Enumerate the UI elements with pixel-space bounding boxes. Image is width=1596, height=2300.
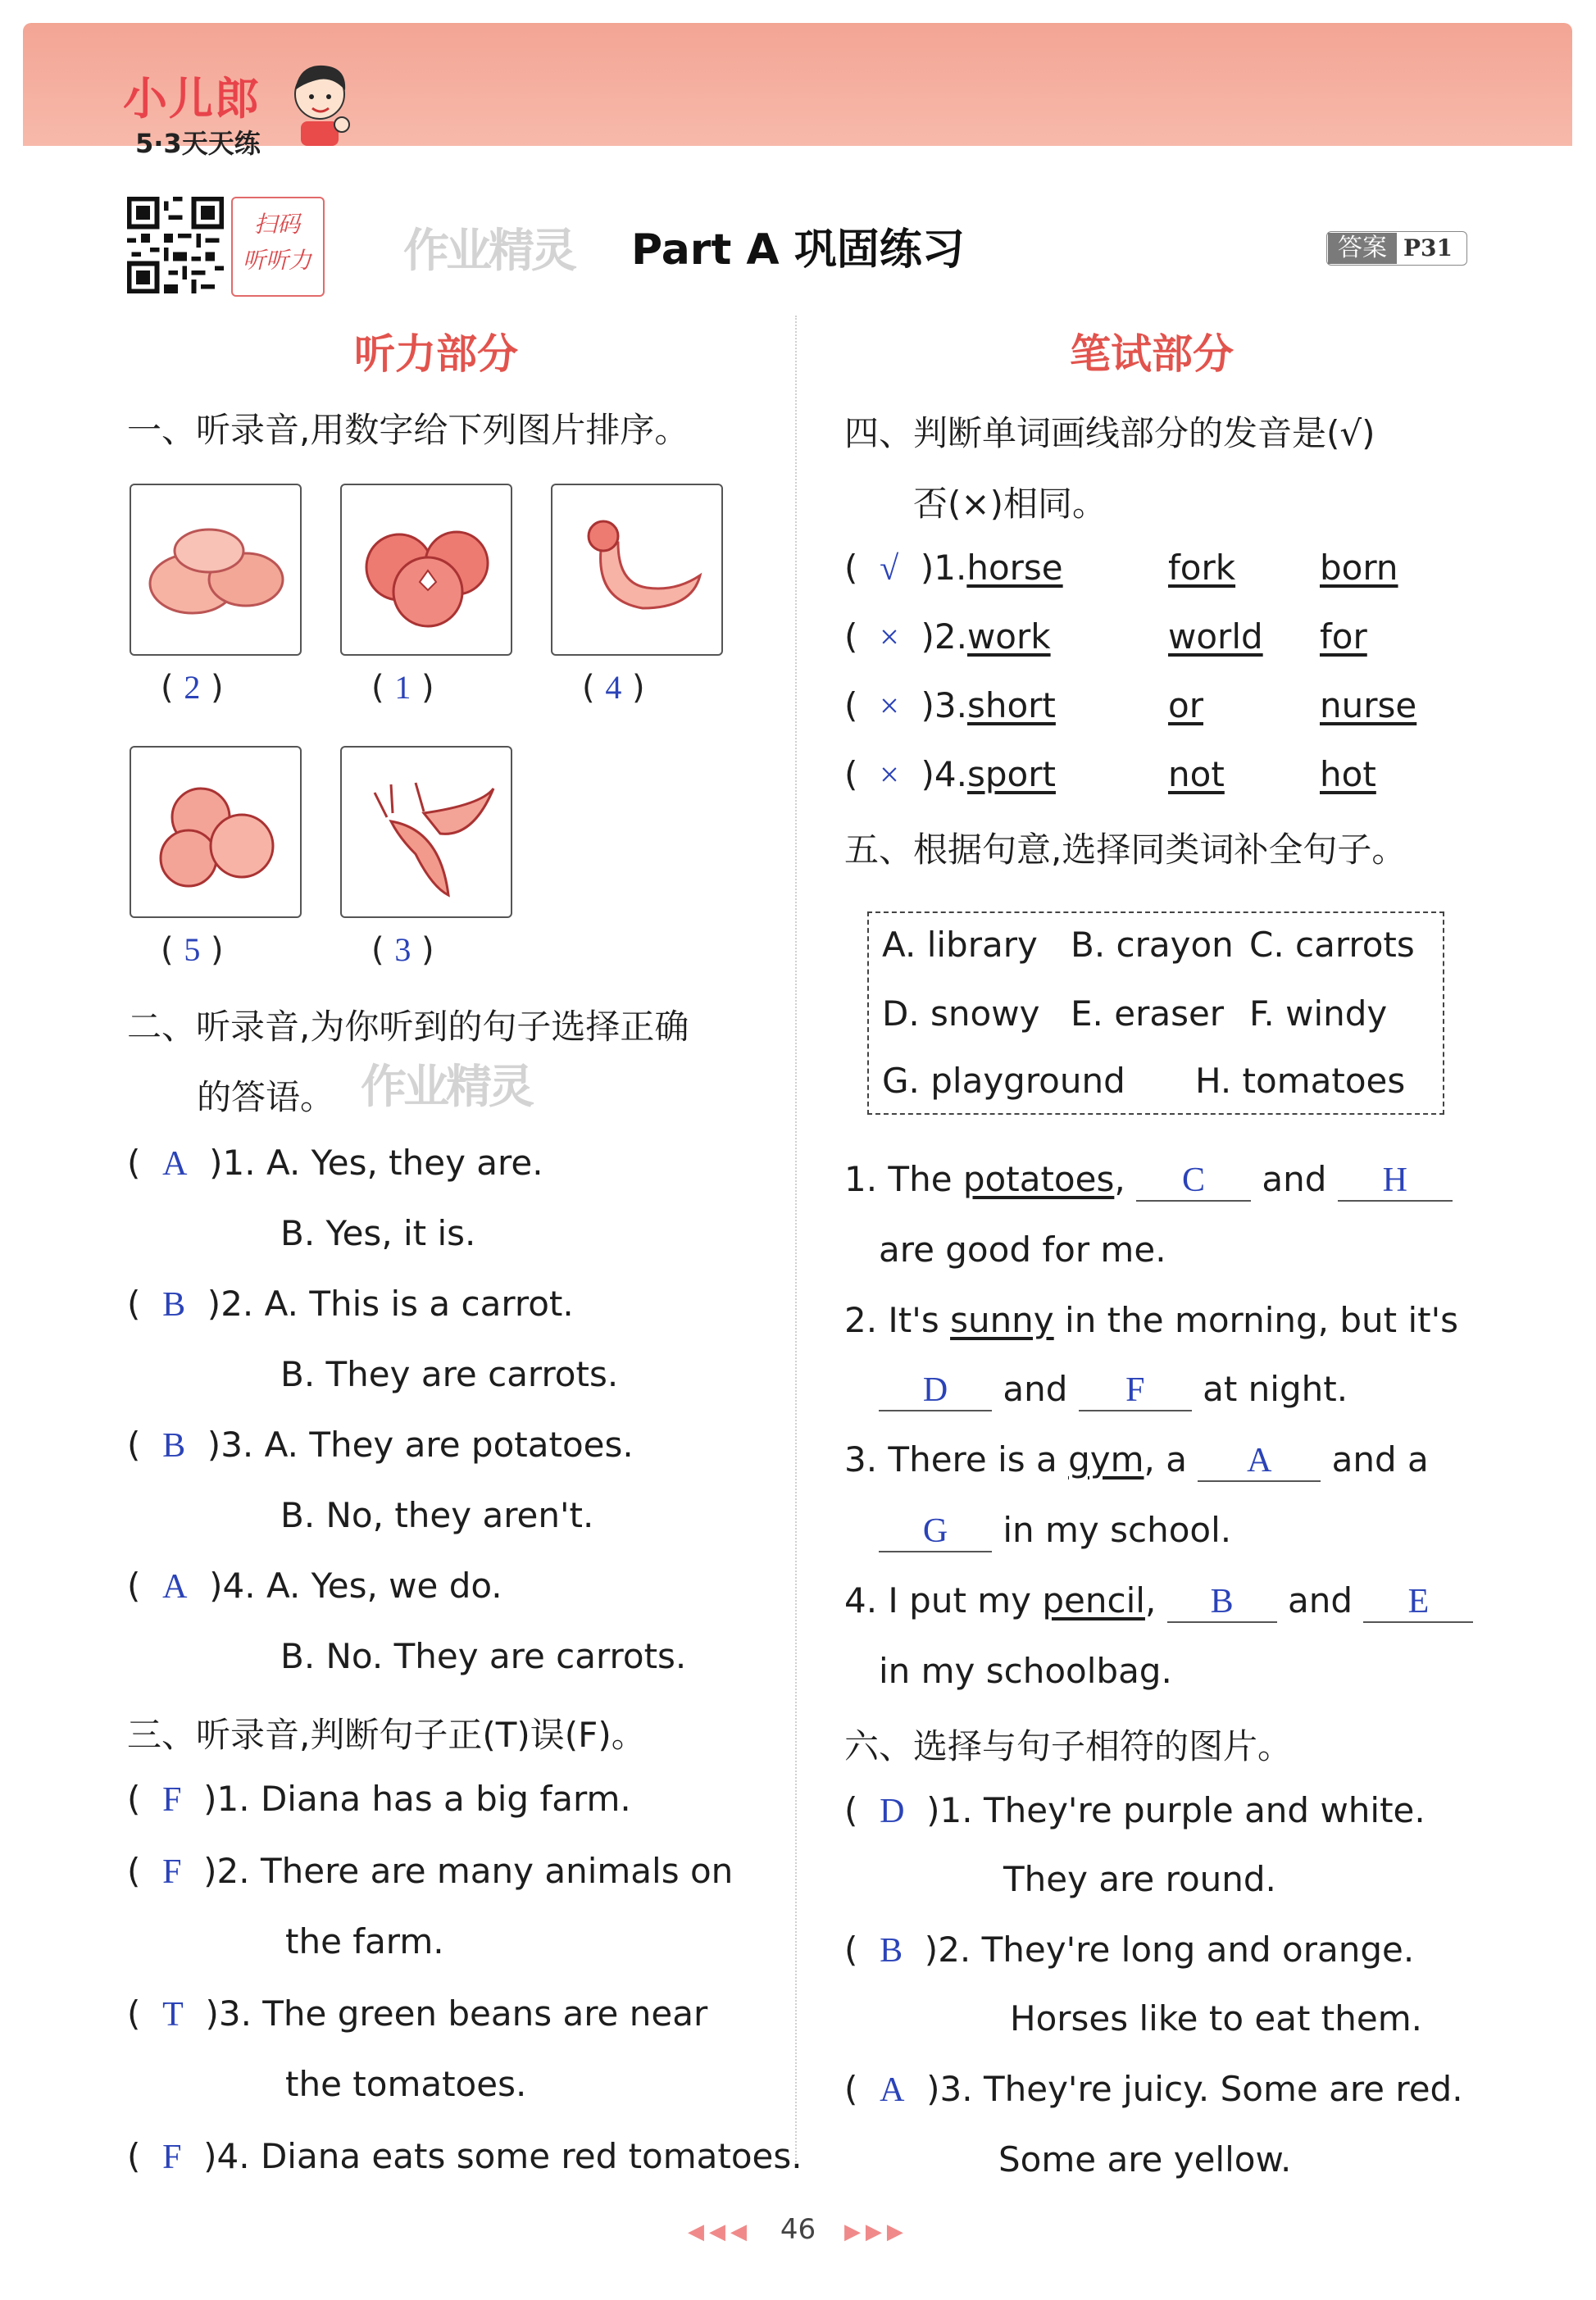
answer-page: P31 (1403, 234, 1453, 261)
q2-item-4: ( A )4. A. Yes, we do. (127, 1566, 502, 1606)
option: G. playground (882, 1061, 1125, 1101)
page-number: 46 (780, 2213, 816, 2246)
answer-blank[interactable]: × (880, 619, 899, 657)
answer-blank[interactable]: F (162, 1853, 182, 1891)
q1-blank-3[interactable]: ( 4 ) (582, 669, 645, 707)
q4-title: 四、判断单词画线部分的发音是(√) (844, 413, 1375, 453)
q2-title: 二、听录音,为你听到的句子选择正确 (127, 1007, 689, 1047)
q1-blank-5[interactable]: ( 3 ) (371, 931, 434, 969)
option: D. snowy (882, 993, 1040, 1034)
page-title: Part A 巩固练习 (631, 225, 965, 275)
answer-blank[interactable]: H (1338, 1161, 1453, 1202)
q4-item-4: ( × )4.sport (844, 754, 1056, 794)
q2-title-cont: 的答语。 (197, 1077, 335, 1117)
q5-sentence-4: 4. I put my pencil, B and E (844, 1580, 1473, 1623)
green-beans-icon (552, 485, 721, 654)
q4-word: or (1168, 685, 1203, 725)
q5-sentence-4-cont: in my schoolbag. (879, 1651, 1172, 1691)
q3-item-2: ( F )2. There are many animals on (127, 1851, 734, 1891)
logo-subtitle: 5·3天天练 (135, 128, 261, 159)
scan-label: 扫码 听听力 (242, 211, 311, 274)
q4-word: world (1168, 616, 1263, 657)
q6-item-2-cont: Horses like to eat them. (1010, 1998, 1422, 2039)
answer-blank[interactable]: × (880, 688, 899, 725)
picture-box (340, 746, 512, 918)
q4-item-2: ( × )2.work (844, 616, 1051, 657)
q2-item-1: ( A )1. A. Yes, they are. (127, 1143, 543, 1183)
q3-item-3-cont: the tomatoes. (285, 2064, 527, 2104)
q5-sentence-3-cont: G in my school. (879, 1510, 1231, 1552)
onions-icon (131, 748, 300, 916)
q3-item-2-cont: the farm. (285, 1921, 444, 1961)
q4-item-1: ( √ )1.horse (844, 548, 1063, 588)
q1-blank-1[interactable]: ( 2 ) (161, 669, 224, 707)
q2-item-2-b: B. They are carrots. (280, 1354, 619, 1394)
listening-section-title: 听力部分 (354, 330, 518, 378)
q4-word: fork (1168, 548, 1236, 588)
q6-item-1: ( D )1. They're purple and white. (844, 1790, 1425, 1830)
option: F. windy (1249, 993, 1388, 1034)
qr-code-icon (127, 197, 224, 293)
watermark: 作业精灵 (361, 1061, 531, 1114)
answer-blank[interactable]: B (162, 1286, 186, 1324)
answer-blank[interactable]: D (879, 1370, 992, 1411)
answer-blank[interactable]: E (1363, 1582, 1473, 1623)
page-footer (0, 2213, 1596, 2246)
q4-item-3: ( × )3.short (844, 685, 1056, 725)
q4-word: for (1320, 616, 1367, 657)
prev-arrows-icon: ◀◀◀ (688, 2220, 753, 2244)
answer-blank[interactable]: F (1079, 1370, 1192, 1411)
q5-sentence-1: 1. The potatoes, C and H (844, 1159, 1453, 1202)
answer-blank[interactable]: T (162, 1996, 184, 2034)
q3-item-4: ( F )4. Diana eats some red tomatoes. (127, 2136, 803, 2176)
picture-box (340, 484, 512, 656)
option: B. crayon (1071, 925, 1234, 965)
q6-item-2: ( B )2. They're long and orange. (844, 1930, 1415, 1970)
q1-blank-2[interactable]: ( 1 ) (371, 669, 434, 707)
mascot-boy-icon (283, 57, 357, 148)
picture-box (130, 484, 302, 656)
answer-blank[interactable]: A (1198, 1441, 1321, 1482)
option: H. tomatoes (1195, 1061, 1406, 1101)
q5-sentence-1-cont: are good for me. (879, 1230, 1166, 1270)
q3-item-1: ( F )1. Diana has a big farm. (127, 1779, 631, 1819)
q6-item-3-cont: Some are yellow. (998, 2139, 1292, 2180)
q6-item-1-cont: They are round. (1003, 1859, 1276, 1899)
q2-item-1-b: B. Yes, it is. (280, 1213, 476, 1253)
q5-sentence-3: 3. There is a gym, a A and a (844, 1439, 1429, 1482)
q2-item-4-b: B. No. They are carrots. (280, 1636, 687, 1676)
q5-title: 五、根据句意,选择同类词补全句子。 (844, 830, 1407, 870)
q3-title: 三、听录音,判断句子正(T)误(F)。 (127, 1715, 646, 1755)
answer-blank[interactable]: C (1136, 1161, 1251, 1202)
answer-blank[interactable]: B (162, 1427, 186, 1465)
q2-item-3-b: B. No, they aren't. (280, 1495, 594, 1535)
q6-item-3: ( A )3. They're juicy. Some are red. (844, 2069, 1463, 2109)
answer-blank[interactable]: A (162, 1145, 188, 1183)
answer-blank[interactable]: × (880, 757, 899, 794)
logo: 小儿郎 (123, 73, 261, 125)
next-arrows-icon: ▶▶▶ (843, 2220, 908, 2244)
q2-item-2: ( B )2. A. This is a carrot. (127, 1284, 574, 1324)
writing-section-title: 笔试部分 (1070, 330, 1234, 378)
picture-box (130, 746, 302, 918)
option: A. library (882, 925, 1038, 965)
answer-blank[interactable]: G (879, 1511, 992, 1552)
watermark: 作业精灵 (403, 225, 574, 278)
answer-blank[interactable]: B (880, 1932, 903, 1970)
answer-blank[interactable]: F (162, 2139, 182, 2176)
answer-label: 答案 (1328, 233, 1397, 264)
q1-title: 一、听录音,用数字给下列图片排序。 (127, 410, 689, 450)
q5-sentence-2-cont: D and F at night. (879, 1369, 1348, 1411)
q4-word: nurse (1320, 685, 1417, 725)
picture-box (551, 484, 723, 656)
answer-blank[interactable]: A (162, 1568, 188, 1606)
q2-item-3: ( B )3. A. They are potatoes. (127, 1425, 634, 1465)
q4-word: born (1320, 548, 1398, 588)
q4-word: hot (1320, 754, 1376, 794)
option: C. carrots (1249, 925, 1415, 965)
q3-item-3: ( T )3. The green beans are near (127, 1993, 708, 2034)
option: E. eraser (1071, 993, 1225, 1034)
q4-word: not (1168, 754, 1225, 794)
q1-blank-4[interactable]: ( 5 ) (161, 931, 224, 969)
column-divider (795, 316, 797, 2168)
q6-title: 六、选择与句子相符的图片。 (844, 1726, 1293, 1766)
q5-sentence-2: 2. It's sunny in the morning, but it's (844, 1300, 1459, 1340)
q4-title-cont: 否(×)相同。 (913, 484, 1107, 524)
answer-blank[interactable]: B (1167, 1582, 1277, 1623)
carrots-icon (342, 748, 511, 916)
answer-blank[interactable]: √ (880, 550, 899, 588)
potatoes-icon (131, 485, 300, 654)
answer-blank[interactable]: A (880, 2071, 905, 2109)
answer-blank[interactable]: F (162, 1781, 182, 1819)
tomatoes-icon (342, 485, 511, 654)
answer-blank[interactable]: D (880, 1793, 905, 1830)
